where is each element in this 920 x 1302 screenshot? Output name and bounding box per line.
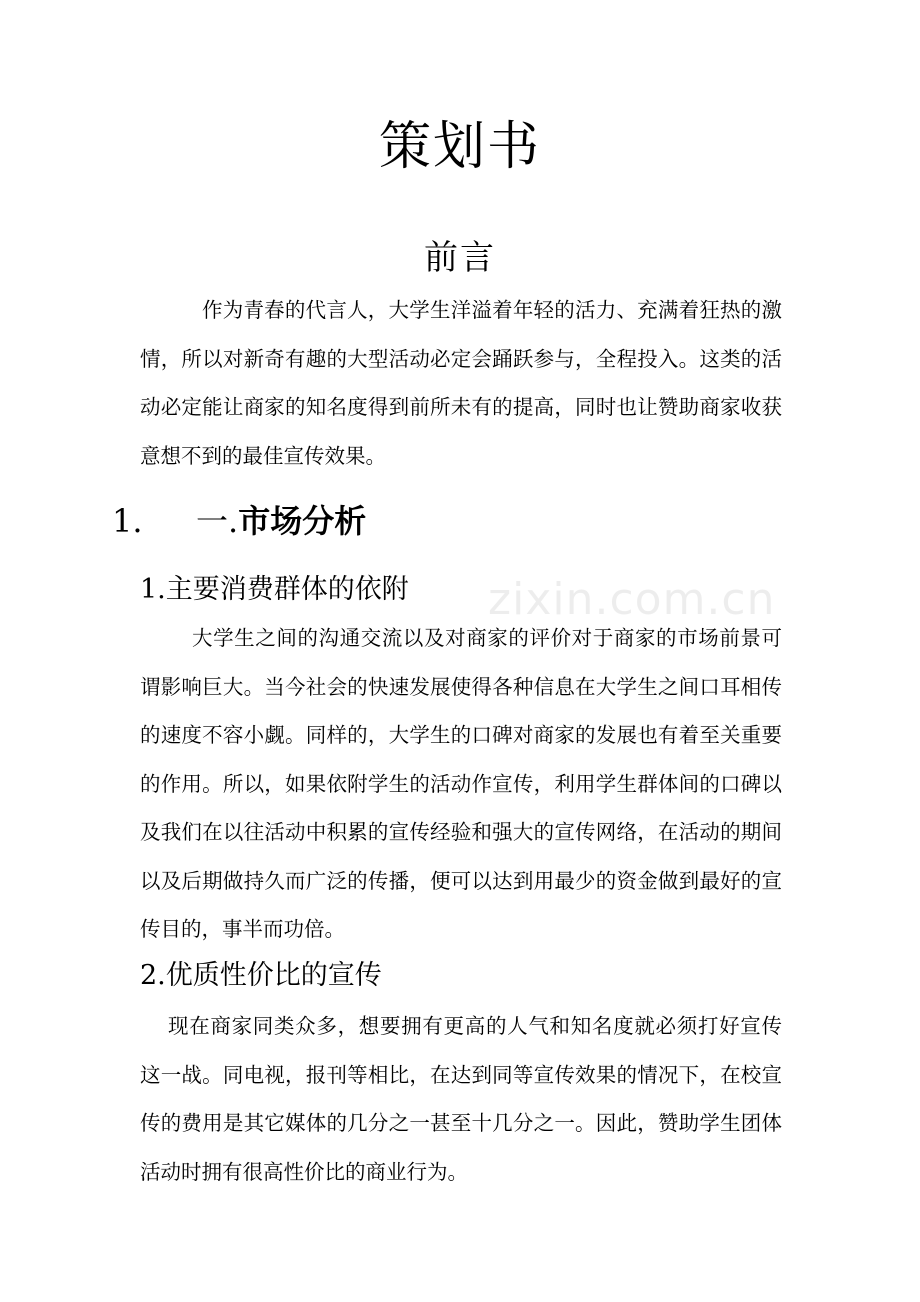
preface-title: 前言	[424, 238, 496, 278]
subsection-paragraph-1: 大学生之间的沟通交流以及对商家的评价对于商家的市场前景可谓影响巨大。当今社会的快速发展使得各种信息在大学生之间口耳相传的速度不容小觑。同样的，大学生的口碑对商家的发展也有着至关重要的作用。所以，如果依附学生的活动作宣传，利用学生群体间的口碑以及我们在以往活动中积累的宣传经验和强大的宣传网络，在活动的期间以及后期做持久而广泛的传播，便可以达到用最少的资金做到最好的宣传目的，事半而功倍。	[140, 626, 782, 941]
section-title: 市场分析	[238, 502, 367, 540]
preface-paragraph: 作为青春的代言人，大学生洋溢着年轻的活力、充满着狂热的激情，所以对新奇有趣的大型活动必定会踊跃参与，全程投入。这类的活动必定能让商家的知名度得到前所未有的提高，同时也让赞助商家收获意想不到的最佳宣传效果。	[140, 298, 782, 468]
section-heading-market-analysis	[112, 498, 812, 544]
section-number: 1.	[112, 502, 143, 540]
subsection-paragraph-2: 现在商家同类众多，想要拥有更高的人气和知名度就必须打好宣传这一战。同电视，报刊等相比，在达到同等宣传效果的情况下，在校宣传的费用是其它媒体的几分之一甚至十几分之一。因此，赞助学生团体活动时拥有很高性价比的商业行为。	[140, 1014, 782, 1184]
document-title: 策划书	[378, 117, 541, 177]
section-prefix: 一.	[196, 502, 239, 540]
subsection-heading-2: 2.优质性价比的宣传	[140, 960, 382, 991]
subsection-heading-1: 1.主要消费群体的依附	[140, 574, 409, 605]
watermark: zixin.com.cn	[488, 574, 776, 625]
